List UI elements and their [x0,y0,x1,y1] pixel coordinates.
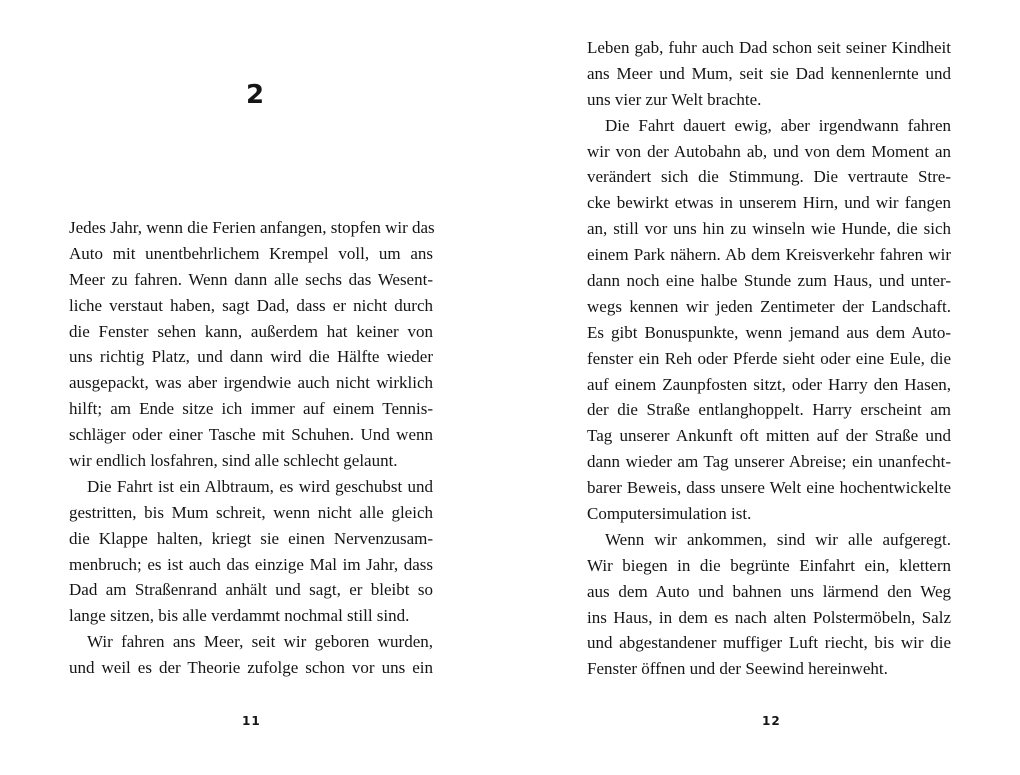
text-line: Wenn wir ankommen, sind wir alle aufgeregt. [605,529,951,549]
text-line: Leben gab, fuhr auch Dad schon seit seiner Kindheit [587,38,951,57]
text-line: Wir biegen in die begrünte Einfahrt ein, klettern [587,555,951,575]
text-line: Jedes Jahr, wenn die Ferien anfangen, stopfen wir das [69,218,435,237]
text-line: Computersimulation ist. [587,504,752,524]
text-line: und weil es der Theorie zufolge schon vor uns ein [69,658,433,678]
text-line: cke bewirkt etwas in unserem Hirn, und wir fangen [587,193,951,213]
text-line: und abgestandener muffiger Luft riecht, bis wir die [587,633,951,653]
text-line: Fenster öffnen und der Seewind hereinweht. [587,659,888,679]
text-line: lange sitzen, bis alle verdammt nochmal still sind. [69,606,410,626]
text-line: die Fenster sehen kann, außerdem hat keiner von [69,321,433,341]
text-line: Die Fahrt dauert ewig, aber irgendwann fahren [605,115,951,135]
page-number: 11 [242,714,261,728]
text-line: schläger oder einer Tasche mit Schuhen. Und wenn [69,425,433,445]
right-page-body [587,35,951,682]
text-line: uns richtig Platz, und dann wird die Hälfte wieder [69,347,433,367]
page-number: 12 [762,714,781,728]
text-line: barer Beweis, dass unsere Welt eine hochentwickelte [587,478,951,498]
text-line: gestritten, bis Mum schreit, wenn nicht alle gleich [69,502,433,522]
text-line: uns vier zur Welt brachte. [587,89,762,109]
text-line: der die Straße entlanghoppelt. Harry erscheint am [587,400,951,420]
text-line: fenster ein Reh oder Pferde sieht oder eine Eule, die [587,348,951,368]
text-line: wegs kennen wir jeden Zentimeter der Landschaft. [587,296,951,316]
text-line: wir von der Autobahn ab, und von dem Moment an [587,141,951,161]
text-line: Auto mit unentbehrlichem Krempel voll, um ans [69,243,433,263]
text-line: hilft; am Ende sitze ich immer auf einem Tennis- [69,399,433,419]
text-line: Die Fahrt ist ein Albtraum, es wird geschubst und [87,476,433,496]
text-line: ins Haus, in dem es nach alten Polstermöbeln, Salz [587,607,951,627]
text-line: aus dem Auto und bahnen uns lärmend den Weg [587,581,951,601]
text-line: ausgepackt, was aber irgendwie auch nicht wirklich [69,373,433,393]
text-line: Es gibt Bonuspunkte, wenn jemand aus dem Auto- [587,322,951,342]
right-page [510,0,1020,775]
left-page-body [69,215,433,681]
text-line: Dad am Straßenrand anhält und sagt, er bleibt so [69,580,433,600]
text-line: die Klappe halten, kriegt sie einen Nervenzusam- [69,528,433,548]
text-line: einem Park nähern. Ab dem Kreisverkehr fahren wir [587,245,951,265]
text-line: wir endlich losfahren, sind alle schlecht gelaunt. [69,451,398,471]
text-line: Tag unserer Ankunft oft mitten auf der Straße und [587,426,951,446]
text-line: an, still vor uns hin zu winseln wie Hunde, die sich [587,219,951,239]
text-line: menbruch; es ist auch das einzige Mal im Jahr, dass [69,554,433,574]
text-line: ans Meer und Mum, seit sie Dad kennenlernte und [587,63,951,83]
text-line: verändert sich die Stimmung. Die vertraute Stre- [587,167,951,187]
text-line: dann noch eine halbe Stunde zum Haus, und unter- [587,271,951,291]
chapter-number: 2 [245,80,265,110]
text-line: dann wieder am Tag unserer Abreise; ein unanfecht- [587,452,951,472]
text-line: auf einem Zaunpfosten sitzt, oder Harry den Hasen, [587,374,951,394]
text-line: Wir fahren ans Meer, seit wir geboren wurden, [87,632,433,652]
text-line: liche verstaut haben, sagt Dad, dass er nicht durch [69,295,433,315]
text-line: Meer zu fahren. Wenn dann alle sechs das Wesent- [69,269,433,289]
